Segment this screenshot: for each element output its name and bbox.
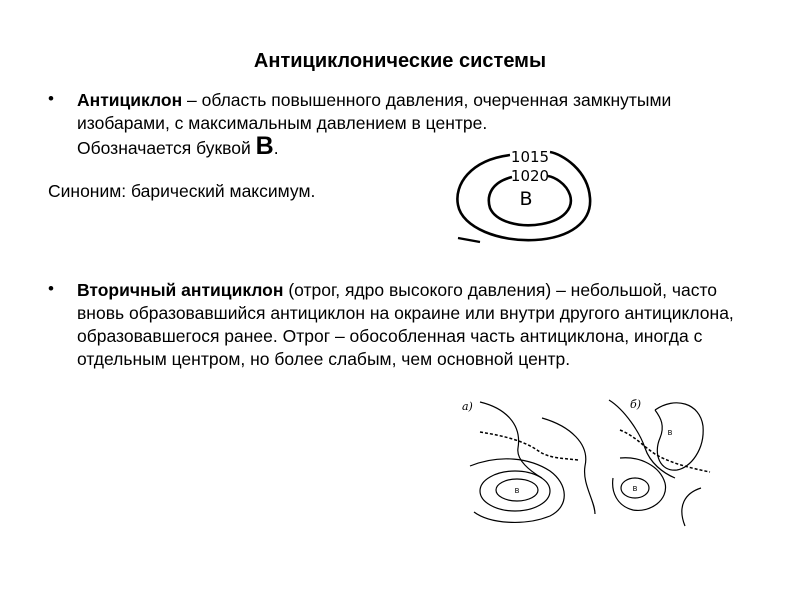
notation-letter: В xyxy=(255,132,274,160)
secondary-anticyclone-definition xyxy=(77,279,757,371)
panel-a-label: а) xyxy=(462,400,473,413)
anticyclone-isobar-figure xyxy=(450,140,600,250)
bullet-marker: • xyxy=(48,89,54,108)
isobar-outer-tail xyxy=(458,238,480,242)
secondary-anticyclone-figure-b xyxy=(605,388,730,528)
isobar-label-1020: 1020 xyxy=(510,167,550,185)
secondary-isobar xyxy=(655,403,703,470)
notation-prefix: Обозначается буквой xyxy=(77,138,256,158)
front-line xyxy=(480,432,578,460)
panel-b-main-center-letter: В xyxy=(632,485,638,493)
anticyclone-definition xyxy=(77,89,717,160)
isobar-label-1015: 1015 xyxy=(510,148,550,166)
front-line xyxy=(620,430,710,472)
secondary-term: Вторичный антициклон xyxy=(77,280,284,300)
anticyclone-definition-text: – область повышенного давления, очерченная замкнутыми изобарами, с максимальным давлением в центре. xyxy=(77,90,672,133)
secondary-definition-text: (отрог, ядро высокого давления) – небольшой, часто вновь образовавшийся антициклон на окраине или внутри другого антициклона, образовавшегося ранее. Отрог – обособленная часть антициклона, иногда с отдельным центром, но более слабым, чем основной центр. xyxy=(77,280,734,369)
slide-title: Антициклонические системы xyxy=(253,50,547,72)
anticyclone-term: Антициклон xyxy=(77,90,183,110)
synonym-text: Синоним: барический максимум. xyxy=(48,181,316,201)
center-letter: В xyxy=(519,188,533,210)
panel-b-label: б) xyxy=(630,398,642,411)
secondary-anticyclone-figure-a xyxy=(460,396,595,526)
notation-suffix: . xyxy=(273,138,279,158)
panel-a-center-letter: В xyxy=(514,487,520,495)
panel-b-secondary-center-letter: В xyxy=(667,429,673,437)
bullet-marker: • xyxy=(48,279,54,298)
